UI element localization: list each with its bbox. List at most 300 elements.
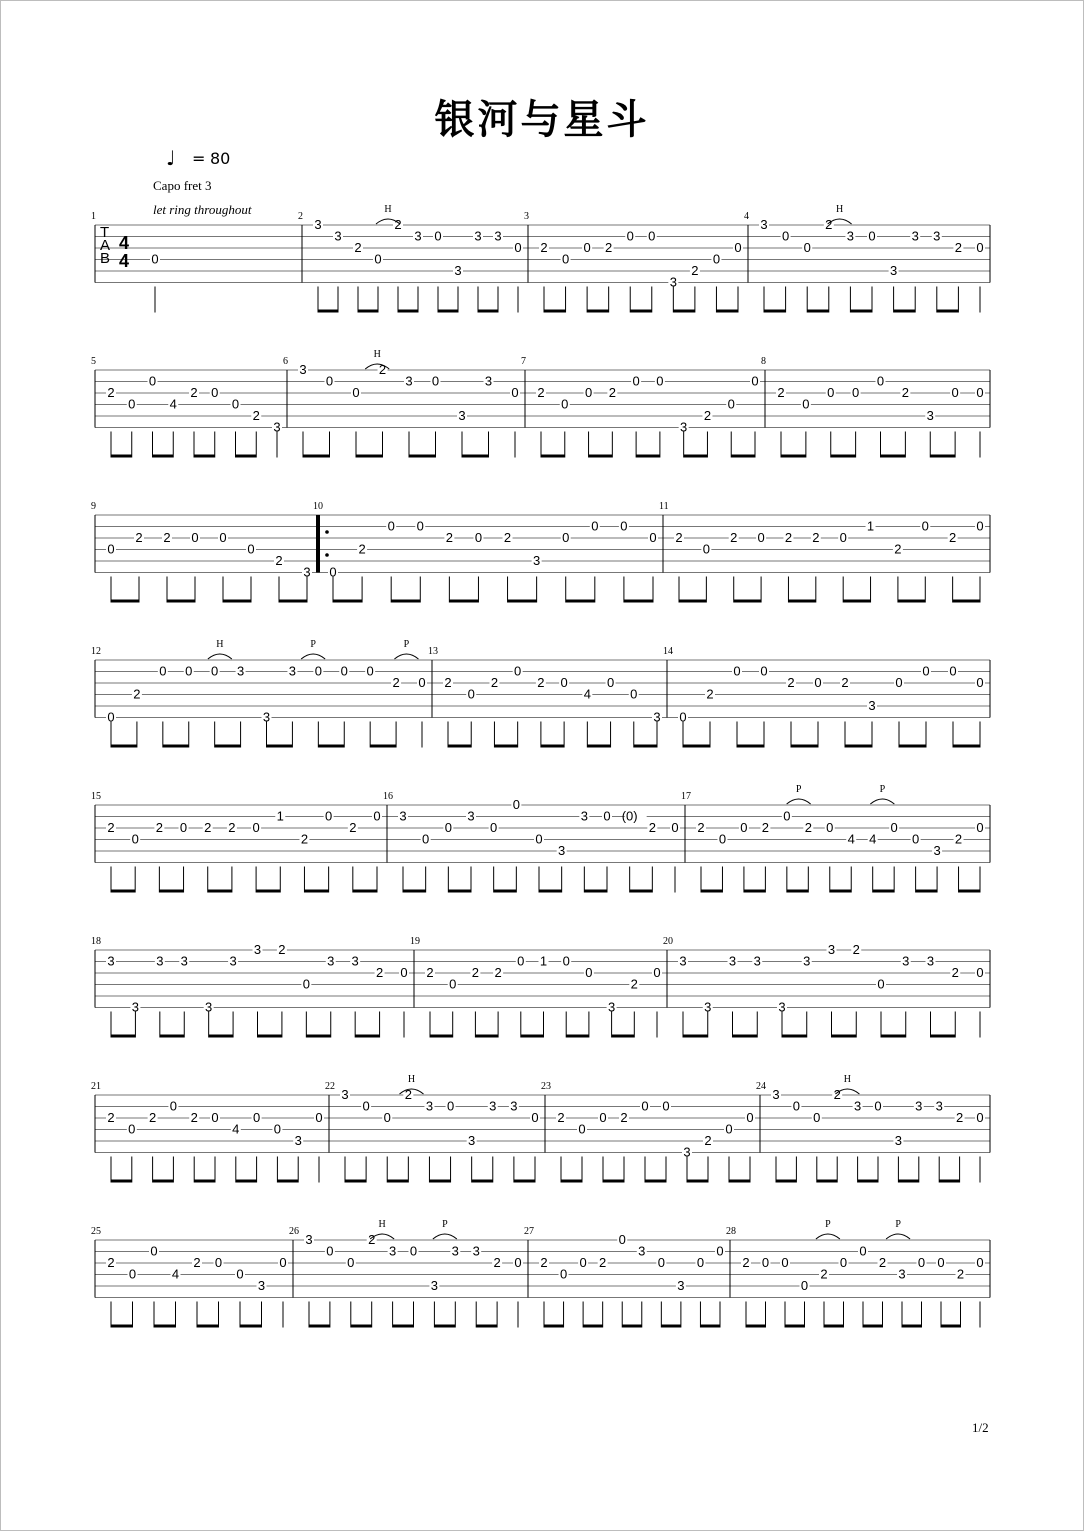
note-beam bbox=[902, 1325, 922, 1328]
fret-number: 0 bbox=[877, 976, 885, 992]
fret-number: 3 bbox=[294, 1133, 302, 1148]
fret-number: 0 bbox=[740, 820, 748, 835]
note-beam bbox=[448, 890, 471, 893]
fret-number: 2 bbox=[368, 1232, 376, 1247]
tab-system bbox=[91, 639, 990, 748]
tab-clef-letter: T bbox=[100, 224, 110, 241]
note-beam bbox=[194, 455, 215, 458]
fret-number: 3 bbox=[351, 953, 359, 969]
measure-number: 28 bbox=[726, 1226, 736, 1237]
fret-number: 4 bbox=[847, 831, 855, 847]
note-beam bbox=[850, 310, 872, 313]
fret-number: 0 bbox=[976, 1255, 984, 1270]
fret-number: 2 bbox=[833, 1087, 841, 1102]
fret-number: 0 bbox=[606, 675, 615, 690]
measure-number: 25 bbox=[91, 1226, 101, 1237]
note-beam bbox=[449, 600, 478, 603]
note-beam bbox=[785, 1325, 805, 1328]
note-beam bbox=[561, 1180, 582, 1183]
measure-27 bbox=[524, 1226, 725, 1328]
note-beam bbox=[358, 310, 378, 313]
fret-number: 3 bbox=[454, 263, 462, 278]
measure-24 bbox=[756, 1074, 985, 1183]
fret-number: 3 bbox=[933, 843, 941, 858]
fret-number: 0 bbox=[151, 251, 159, 267]
fret-number: 0 bbox=[760, 663, 768, 679]
fret-number: 0 bbox=[247, 541, 255, 557]
fret-number: 3 bbox=[472, 1243, 480, 1259]
fret-number: 2 bbox=[354, 240, 362, 255]
fret-number: 0 bbox=[512, 797, 520, 812]
note-beam bbox=[306, 1035, 330, 1038]
fret-number: 0 bbox=[214, 1255, 223, 1270]
fret-number: 0 bbox=[630, 686, 638, 702]
fret-number: 0 bbox=[131, 831, 139, 847]
measure-number: 13 bbox=[428, 646, 438, 657]
fret-number: 0 bbox=[839, 530, 847, 545]
fret-number: 0 bbox=[446, 1098, 455, 1114]
fret-number: 3 bbox=[680, 419, 688, 435]
measure-4 bbox=[744, 204, 985, 313]
fret-number: 2 bbox=[730, 530, 738, 545]
fret-number: 2 bbox=[901, 385, 909, 400]
fret-number: 0 bbox=[128, 1121, 136, 1137]
fret-number: 2 bbox=[956, 1266, 965, 1282]
fret-number: 0 bbox=[648, 228, 656, 244]
fret-number: 0 bbox=[150, 1243, 158, 1259]
fret-number: 3 bbox=[902, 953, 910, 969]
fret-number: 2 bbox=[107, 1255, 115, 1270]
note-beam bbox=[277, 1180, 298, 1183]
fret-number: 0 bbox=[921, 518, 929, 534]
fret-number: 0 bbox=[409, 1243, 418, 1259]
note-beam bbox=[398, 310, 418, 313]
fret-number: 3 bbox=[580, 808, 588, 824]
fret-number: 2 bbox=[812, 530, 820, 545]
tab-system bbox=[91, 784, 990, 893]
fret-number: 0 bbox=[252, 820, 260, 835]
fret-number: 0 bbox=[599, 1110, 607, 1125]
fret-number: 0 bbox=[325, 808, 333, 824]
note-beam bbox=[544, 310, 566, 313]
note-beam bbox=[111, 600, 139, 603]
measure-13 bbox=[428, 646, 662, 748]
tab-system bbox=[91, 501, 990, 603]
fret-number: 0 bbox=[783, 808, 791, 824]
fret-number: 0 bbox=[727, 396, 735, 412]
fret-number: 3 bbox=[405, 373, 413, 389]
fret-number: 3 bbox=[467, 808, 475, 824]
note-beam bbox=[279, 600, 307, 603]
fret-number: 0 bbox=[531, 1110, 539, 1125]
note-beam bbox=[303, 455, 330, 458]
technique-label: H bbox=[216, 639, 224, 650]
note-beam bbox=[356, 455, 383, 458]
measure-number: 21 bbox=[91, 1081, 101, 1092]
fret-number: 2 bbox=[704, 1133, 712, 1148]
fret-number: 2 bbox=[193, 1255, 201, 1270]
fret-number: 2 bbox=[404, 1087, 412, 1102]
fret-number: 0 bbox=[517, 953, 525, 969]
note-beam bbox=[612, 1035, 635, 1038]
note-beam bbox=[630, 890, 653, 893]
note-beam bbox=[521, 1035, 544, 1038]
note-beam bbox=[566, 1035, 589, 1038]
note-beam bbox=[309, 1325, 330, 1328]
fret-number: 0 bbox=[626, 228, 634, 244]
note-beam bbox=[873, 890, 894, 893]
fret-number: 2 bbox=[706, 686, 714, 702]
fret-number: 3 bbox=[638, 1243, 646, 1259]
note-beam bbox=[807, 310, 829, 313]
note-beam bbox=[153, 455, 174, 458]
song-title: 银河与星斗 bbox=[434, 96, 650, 143]
fret-number: 0 bbox=[826, 820, 834, 835]
measure-number: 2 bbox=[298, 211, 303, 222]
technique-label: H bbox=[835, 204, 844, 215]
fret-number: 2 bbox=[691, 263, 699, 278]
fret-number: 0 bbox=[890, 820, 898, 835]
fret-number: 2 bbox=[599, 1255, 607, 1270]
fret-number: 0 bbox=[632, 373, 640, 389]
note-beam bbox=[583, 1325, 603, 1328]
note-beam bbox=[353, 890, 377, 893]
fret-number: 0 bbox=[583, 240, 591, 255]
measure-7 bbox=[521, 356, 760, 458]
fret-number: 1 bbox=[866, 518, 875, 534]
fret-number: 0 bbox=[839, 1255, 848, 1270]
note-beam bbox=[636, 455, 660, 458]
note-beam bbox=[434, 1325, 455, 1328]
note-beam bbox=[223, 600, 251, 603]
note-beam bbox=[734, 600, 761, 603]
fret-number: 3 bbox=[607, 999, 616, 1015]
note-beam bbox=[937, 310, 959, 313]
fret-number: 0 bbox=[387, 518, 395, 534]
fret-number: 0 bbox=[366, 663, 374, 679]
fret-number: 0 bbox=[315, 1110, 323, 1125]
fret-number: 2 bbox=[787, 675, 795, 690]
fret-number: 0 bbox=[733, 663, 741, 679]
fret-number: 0 bbox=[474, 530, 483, 545]
fret-number: 2 bbox=[697, 820, 705, 835]
fret-number: 3 bbox=[772, 1087, 780, 1102]
measure-number: 7 bbox=[521, 356, 526, 367]
fret-number: 0 bbox=[579, 1255, 587, 1270]
measure-6 bbox=[283, 349, 520, 458]
fret-number: 2 bbox=[784, 530, 793, 545]
note-beam bbox=[899, 745, 926, 748]
fret-number: 2 bbox=[135, 530, 143, 545]
fret-number: 0 bbox=[976, 1110, 984, 1125]
fret-number: 0 bbox=[679, 709, 687, 725]
fret-number: 0 bbox=[169, 1098, 178, 1114]
fret-number: 0 bbox=[159, 663, 167, 679]
fret-number: 0 bbox=[751, 373, 759, 389]
fret-number: 0 bbox=[148, 373, 157, 389]
note-beam bbox=[355, 1035, 379, 1038]
note-beam bbox=[409, 455, 436, 458]
note-beam bbox=[645, 1180, 666, 1183]
fret-number: 0 bbox=[949, 663, 957, 679]
fret-number: 3 bbox=[669, 274, 677, 290]
note-beam bbox=[194, 1180, 215, 1183]
fret-number: 3 bbox=[273, 419, 281, 435]
measure-number: 22 bbox=[325, 1081, 335, 1092]
measure-number: 10 bbox=[313, 501, 323, 512]
fret-number: 0 bbox=[852, 385, 860, 400]
measure-5 bbox=[91, 356, 282, 458]
fret-number: 2 bbox=[630, 976, 638, 992]
fret-number: 0 bbox=[803, 240, 811, 255]
fret-number: 0 bbox=[211, 663, 219, 679]
fret-number: 2 bbox=[675, 530, 683, 545]
fret-number: 2 bbox=[537, 385, 545, 400]
fret-number: 0 bbox=[514, 1255, 522, 1270]
note-beam bbox=[111, 455, 132, 458]
note-beam bbox=[197, 1325, 219, 1328]
measure-number: 9 bbox=[91, 501, 96, 512]
tab-clef-letter: B bbox=[100, 250, 111, 267]
note-beam bbox=[781, 455, 806, 458]
fret-number: 0 bbox=[591, 518, 599, 534]
measure-number: 3 bbox=[524, 211, 529, 222]
measure-number: 14 bbox=[663, 646, 673, 657]
fret-number: 2 bbox=[148, 1110, 157, 1125]
fret-number: 0 bbox=[734, 240, 742, 255]
fret-number: 2 bbox=[620, 1110, 628, 1125]
fret-number: 2 bbox=[761, 820, 770, 835]
note-beam bbox=[881, 455, 906, 458]
measure-number: 5 bbox=[91, 356, 96, 367]
fret-number: 2 bbox=[107, 385, 115, 400]
fret-number: 2 bbox=[742, 1255, 750, 1270]
note-beam bbox=[843, 600, 870, 603]
fret-number: 2 bbox=[955, 1110, 964, 1125]
fret-number: 0 bbox=[400, 965, 408, 980]
fret-number: 0 bbox=[585, 965, 593, 980]
note-beam bbox=[898, 1180, 918, 1183]
note-beam bbox=[930, 455, 955, 458]
note-beam bbox=[731, 455, 755, 458]
fret-number: 0 bbox=[603, 808, 611, 824]
fret-number: 3 bbox=[894, 1133, 903, 1148]
note-beam bbox=[544, 1325, 564, 1328]
fret-number: 3 bbox=[314, 217, 322, 232]
note-beam bbox=[832, 1035, 857, 1038]
fret-number: 3 bbox=[853, 1098, 862, 1114]
fret-number: 2 bbox=[490, 675, 499, 690]
note-beam bbox=[429, 1180, 450, 1183]
fret-number: 0 bbox=[827, 385, 835, 400]
note-beam bbox=[370, 745, 396, 748]
note-beam bbox=[683, 745, 710, 748]
fret-number: 2 bbox=[493, 1255, 501, 1270]
fret-number: 4 bbox=[171, 1266, 180, 1282]
note-beam bbox=[744, 890, 765, 893]
measure-number: 15 bbox=[91, 791, 101, 802]
fret-number: 0 bbox=[976, 675, 984, 690]
note-beam bbox=[393, 1325, 414, 1328]
note-beam bbox=[587, 745, 610, 748]
fret-number: 3 bbox=[262, 709, 271, 725]
fret-number: 2 bbox=[951, 965, 959, 980]
fret-number: 0 bbox=[302, 976, 310, 992]
fret-number: 3 bbox=[205, 999, 213, 1015]
measure-number: 16 bbox=[383, 791, 393, 802]
note-beam bbox=[539, 890, 562, 893]
technique-label: P bbox=[879, 784, 886, 795]
fret-number: 0 bbox=[951, 385, 959, 400]
note-beam bbox=[111, 745, 137, 748]
fret-number: 0 bbox=[329, 564, 337, 580]
measure-number: 19 bbox=[410, 936, 420, 947]
fret-number: 0 bbox=[416, 518, 424, 534]
measure-number: 11 bbox=[659, 501, 669, 512]
note-beam bbox=[209, 1035, 233, 1038]
fret-number: 0 bbox=[671, 820, 679, 835]
fret-number: 3 bbox=[827, 942, 836, 957]
measure-number: 24 bbox=[756, 1081, 766, 1092]
note-beam bbox=[931, 1035, 956, 1038]
fret-number: 0 bbox=[449, 976, 457, 992]
note-beam bbox=[830, 890, 851, 893]
note-beam bbox=[267, 745, 293, 748]
fret-number: 2 bbox=[894, 541, 902, 557]
fret-number: 0 bbox=[273, 1121, 282, 1137]
note-beam bbox=[318, 310, 338, 313]
fret-number: 0 bbox=[514, 240, 522, 255]
measure-10 bbox=[313, 501, 658, 603]
measure-19 bbox=[410, 936, 662, 1038]
note-beam bbox=[215, 745, 241, 748]
note-beam bbox=[845, 745, 872, 748]
fret-number: 0 bbox=[874, 1098, 882, 1114]
note-beam bbox=[817, 1180, 837, 1183]
fret-number: 0 bbox=[922, 663, 930, 679]
note-beam bbox=[788, 600, 815, 603]
fret-number: 3 bbox=[236, 663, 245, 679]
fret-number: 0 bbox=[231, 396, 240, 412]
fret-number: 0 bbox=[712, 251, 721, 267]
fret-number: 0 bbox=[662, 1098, 670, 1114]
note-beam bbox=[403, 890, 426, 893]
fret-number: 0 bbox=[511, 385, 519, 400]
fret-number: 0 bbox=[781, 228, 790, 244]
slur-arc bbox=[870, 799, 894, 804]
fret-number: 3 bbox=[935, 1098, 943, 1114]
fret-number: 0 bbox=[185, 663, 193, 679]
technique-label: P bbox=[310, 639, 316, 650]
measure-26 bbox=[289, 1219, 523, 1328]
fret-number: 2 bbox=[190, 385, 198, 400]
note-beam bbox=[941, 1325, 961, 1328]
note-beam bbox=[333, 600, 362, 603]
note-beam bbox=[701, 890, 722, 893]
fret-number: 2 bbox=[540, 1255, 548, 1270]
fret-number: 4 bbox=[869, 831, 877, 847]
note-beam bbox=[831, 455, 856, 458]
measure-22 bbox=[325, 1074, 540, 1183]
fret-number: 3 bbox=[303, 564, 311, 580]
note-beam bbox=[236, 1180, 257, 1183]
fret-number: 0 bbox=[467, 686, 475, 702]
fret-number: 3 bbox=[425, 1098, 434, 1114]
fret-number: 2 bbox=[378, 362, 387, 377]
fret-number: 0 bbox=[314, 663, 322, 679]
fret-number: 0 bbox=[937, 1255, 945, 1270]
fret-number: 0 bbox=[653, 965, 661, 980]
note-beam bbox=[622, 1325, 642, 1328]
fret-number: 0 bbox=[802, 396, 810, 412]
fret-number: 0 bbox=[656, 373, 664, 389]
note-beam bbox=[858, 1180, 878, 1183]
fret-number: 4 bbox=[169, 396, 177, 412]
fret-number: 2 bbox=[605, 240, 613, 255]
tab-system bbox=[91, 204, 990, 313]
technique-label: H bbox=[843, 1074, 852, 1085]
fret-number: 0 bbox=[718, 831, 727, 847]
fret-number: 2 bbox=[777, 385, 785, 400]
fret-number: 3 bbox=[388, 1243, 397, 1259]
note-beam bbox=[240, 1325, 262, 1328]
fret-number: 2 bbox=[107, 1110, 115, 1125]
fret-number: 0 bbox=[444, 820, 452, 835]
fret-number: 2 bbox=[358, 541, 366, 557]
fret-number: 3 bbox=[778, 999, 786, 1015]
note-beam bbox=[236, 455, 257, 458]
fret-number: 0 bbox=[107, 709, 115, 725]
fret-number: 3 bbox=[451, 1243, 459, 1259]
repeat-dot bbox=[325, 553, 329, 557]
fret-number: 2 bbox=[426, 965, 434, 980]
measure-number: 23 bbox=[541, 1081, 551, 1092]
fret-number: 0 bbox=[814, 675, 822, 690]
technique-label: P bbox=[795, 784, 802, 795]
measure-12 bbox=[91, 639, 427, 748]
capo-text: Capo fret 3 bbox=[153, 178, 212, 193]
technique-label: H bbox=[384, 204, 392, 215]
note-beam bbox=[304, 890, 328, 893]
measure-23 bbox=[541, 1081, 755, 1183]
measure-25 bbox=[91, 1226, 288, 1328]
time-signature-top: 4 bbox=[119, 233, 130, 253]
note-beam bbox=[154, 1325, 176, 1328]
measure-16 bbox=[383, 791, 680, 893]
fret-number: 0 bbox=[431, 373, 440, 389]
note-beam bbox=[959, 890, 980, 893]
note-beam bbox=[661, 1325, 681, 1328]
fret-number: 3 bbox=[299, 362, 307, 377]
fret-number: 0 bbox=[535, 831, 543, 847]
fret-number: 2 bbox=[163, 530, 171, 545]
note-beam bbox=[438, 310, 458, 313]
fret-number: 3 bbox=[558, 843, 566, 858]
fret-number: 0 bbox=[559, 1266, 568, 1282]
fret-number: 0 bbox=[620, 518, 628, 534]
fret-number: (0) bbox=[621, 808, 638, 824]
fret-number: 2 bbox=[804, 820, 812, 835]
measure-18 bbox=[91, 936, 409, 1038]
note-beam bbox=[494, 745, 517, 748]
fret-number: 2 bbox=[608, 385, 616, 400]
time-signature-bottom: 4 bbox=[119, 251, 130, 271]
fret-number: 3 bbox=[341, 1087, 349, 1102]
fret-number: 2 bbox=[275, 553, 283, 568]
fret-number: 0 bbox=[561, 396, 569, 412]
measure-number: 26 bbox=[289, 1226, 299, 1237]
fret-number: 2 bbox=[375, 965, 384, 980]
